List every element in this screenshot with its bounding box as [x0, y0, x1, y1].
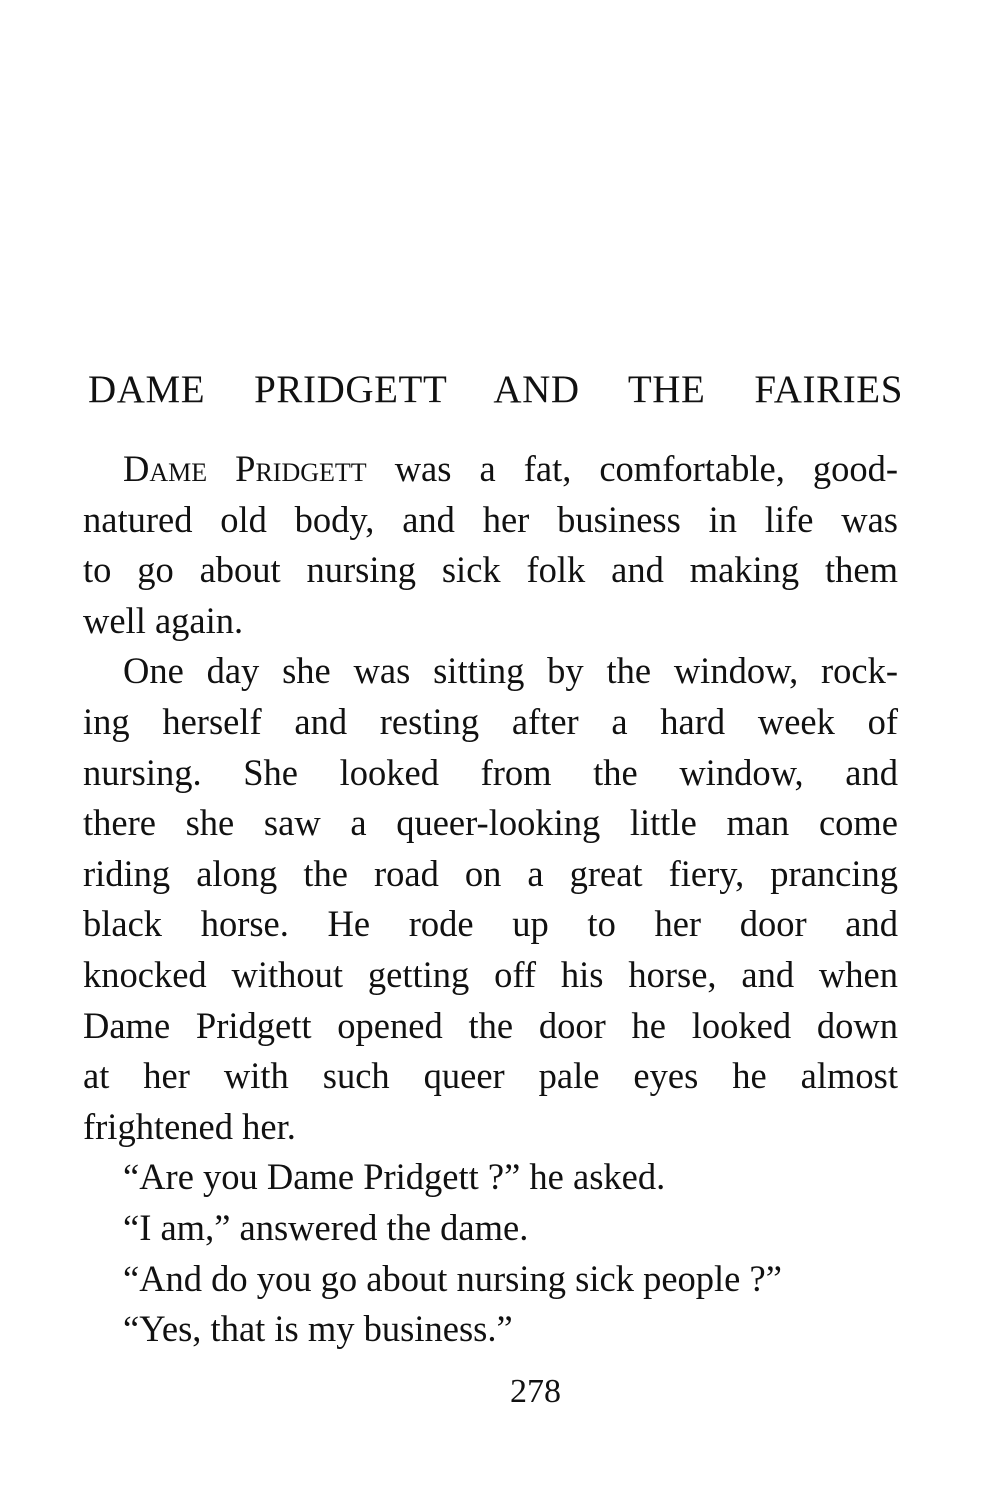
- text-line-1: [83, 444, 898, 495]
- text-line-6: ing herself and resting after a hard week of: [83, 700, 898, 742]
- text-line-14: frightened her.: [83, 1105, 296, 1147]
- text-line-15: “Are you Dame Pridgett ?” he asked.: [123, 1156, 666, 1198]
- opening-rest: was a fat, comfortable, good-: [366, 448, 899, 489]
- text-line-3: to go about nursing sick folk and making them: [83, 549, 898, 591]
- text-line-4: well again.: [83, 599, 244, 641]
- text-line-13: at her with such queer pale eyes he almost: [83, 1055, 898, 1097]
- text-line-2: natured old body, and her business in life was: [83, 498, 898, 540]
- text-line-11: knocked without getting off his horse, and when: [83, 953, 898, 995]
- page-number: 278: [510, 1373, 561, 1410]
- chapter-title: DAME PRIDGETT AND THE FAIRIES: [88, 368, 903, 411]
- text-line-10: black horse. He rode up to her door and: [83, 903, 898, 945]
- book-page: [83, 0, 903, 1511]
- text-line-17: “And do you go about nursing sick people ?”: [123, 1257, 782, 1299]
- text-line-5: One day she was sitting by the window, rock-: [123, 650, 898, 692]
- text-line-8: there she saw a queer-looking little man come: [83, 802, 898, 844]
- body-text: [83, 444, 898, 1355]
- text-line-7: nursing. She looked from the window, and: [83, 751, 898, 793]
- text-line-16: “I am,” answered the dame.: [123, 1206, 529, 1248]
- opening-small-caps: Dame Pridgett: [123, 448, 367, 489]
- text-line-12: Dame Pridgett opened the door he looked down: [83, 1004, 898, 1046]
- text-line-18: “Yes, that is my business.”: [123, 1308, 513, 1350]
- text-line-9: riding along the road on a great fiery, prancing: [83, 852, 898, 894]
